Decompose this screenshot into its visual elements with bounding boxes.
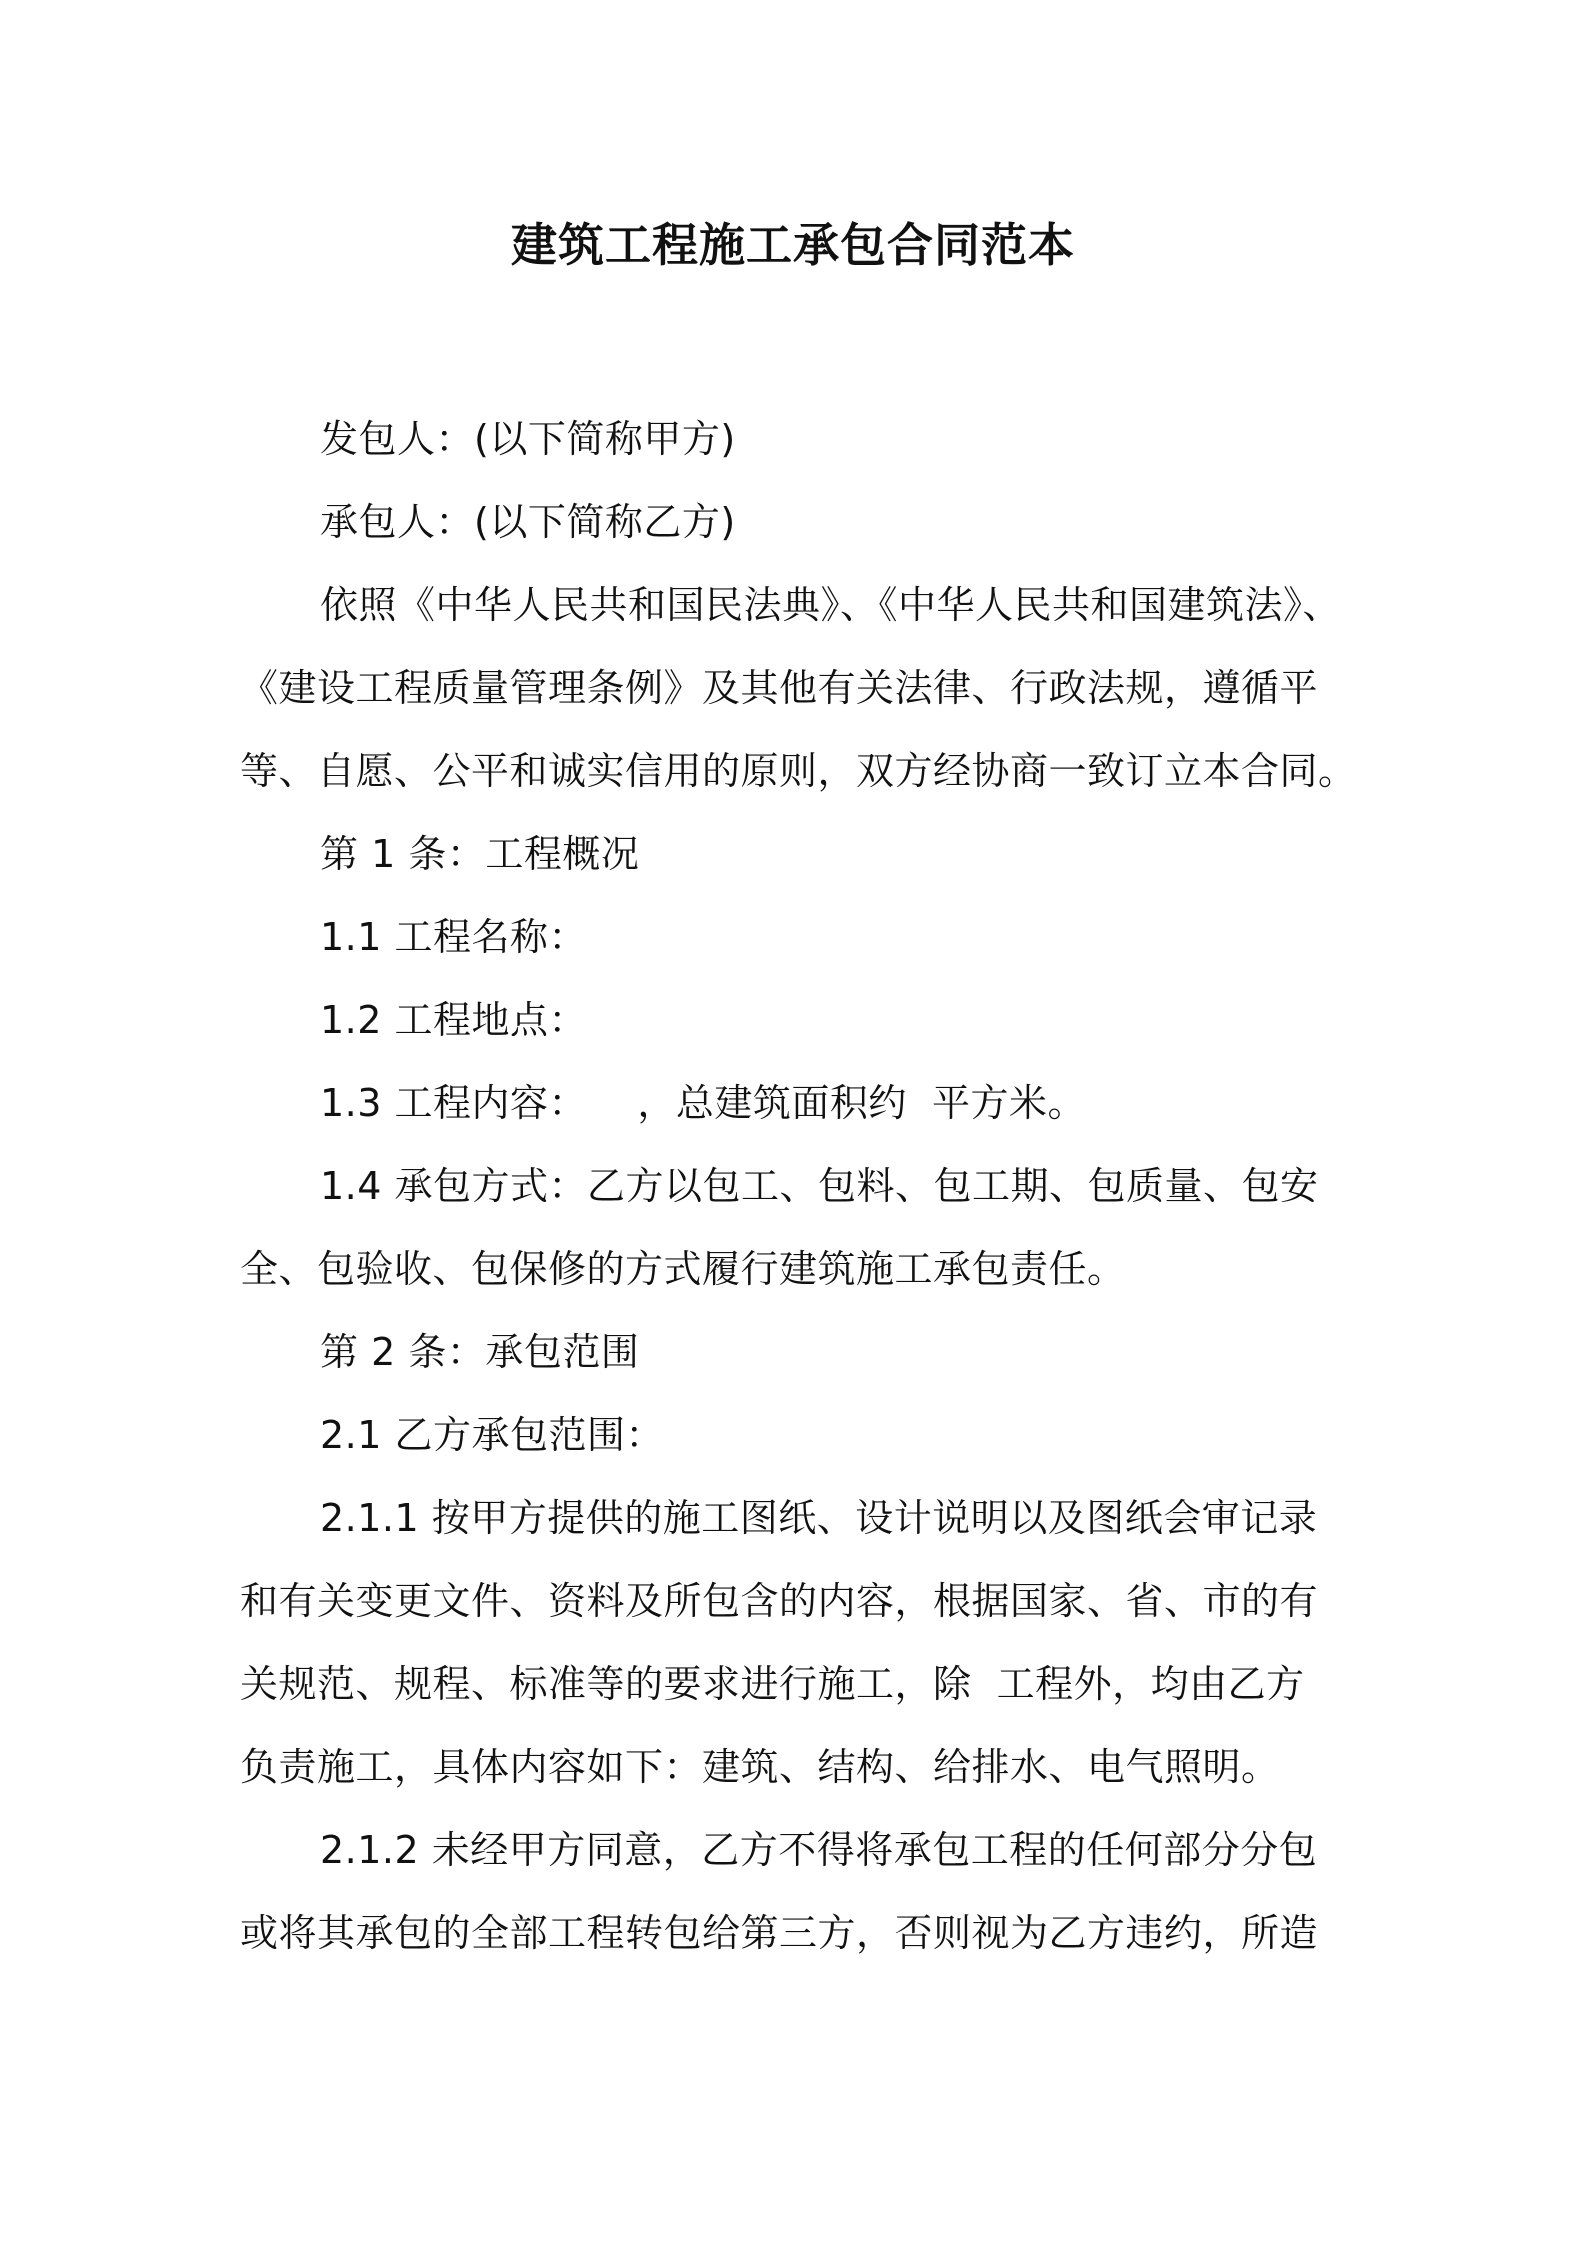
paragraph-line <box>240 1726 1346 1809</box>
contract-line-12: 第 2 条：承包范围 <box>320 1330 640 1374</box>
contract-line-9: 1.3 工程内容： ，总建筑面积约 平方米。 <box>320 1081 1086 1125</box>
contract-line-15: 和有关变更文件、资料及所包含的内容，根据国家、省、市的有 <box>240 1579 1319 1623</box>
paragraph-line <box>240 1062 1346 1145</box>
contract-line-13: 2.1 乙方承包范围： <box>320 1413 665 1457</box>
paragraph-line <box>240 896 1346 979</box>
paragraph-line <box>240 1560 1346 1643</box>
paragraph-line <box>240 979 1346 1062</box>
paragraph-line <box>240 481 1346 564</box>
paragraph-line <box>240 1394 1346 1477</box>
paragraph-line <box>240 1809 1346 1892</box>
paragraph-line <box>240 730 1357 813</box>
contract-line-5: 等、自愿、公平和诚实信用的原则，双方经协商一致订立本合同。 <box>240 749 1357 793</box>
contract-line-16: 关规范、规程、标准等的要求进行施工，除 工程外，均由乙方 <box>240 1662 1305 1706</box>
paragraph-line <box>240 647 1346 730</box>
contract-line-10: 1.4 承包方式：乙方以包工、包料、包工期、包质量、包安 <box>320 1164 1319 1208</box>
document-body <box>240 398 1357 1975</box>
contract-line-11: 全、包验收、包保修的方式履行建筑施工承包责任。 <box>240 1247 1126 1291</box>
paragraph-line <box>240 1145 1346 1228</box>
paragraph-line <box>240 1477 1346 1560</box>
paragraph-line <box>240 813 1346 896</box>
contract-line-18: 2.1.2 未经甲方同意，乙方不得将承包工程的任何部分分包 <box>320 1828 1318 1872</box>
paragraph-line <box>240 398 1346 481</box>
contract-line-8: 1.2 工程地点： <box>320 998 588 1042</box>
paragraph-line <box>240 1643 1346 1726</box>
contract-line-4: 《建设工程质量管理条例》及其他有关法律、行政法规，遵循平 <box>240 666 1319 710</box>
contract-line-3: 依照《中华人民共和国民法典》、《中华人民共和国建筑法》、 <box>320 583 1342 627</box>
contract-line-14: 2.1.1 按甲方提供的施工图纸、设计说明以及图纸会审记录 <box>320 1496 1318 1540</box>
document-title: 建筑工程施工承包合同范本 <box>511 218 1075 272</box>
contract-line-19: 或将其承包的全部工程转包给第三方，否则视为乙方违约，所造 <box>240 1911 1319 1955</box>
contract-line-7: 1.1 工程名称： <box>320 915 588 959</box>
contract-line-6: 第 1 条：工程概况 <box>320 832 640 876</box>
contract-line-1: 发包人：(以下简称甲方) <box>320 417 736 461</box>
paragraph-line <box>240 1311 1346 1394</box>
paragraph-line <box>240 1228 1346 1311</box>
paragraph-line <box>240 1892 1346 1975</box>
paragraph-line <box>240 564 1346 647</box>
contract-line-17: 负责施工，具体内容如下：建筑、结构、给排水、电气照明。 <box>240 1745 1280 1789</box>
contract-line-2: 承包人：(以下简称乙方) <box>320 500 736 544</box>
